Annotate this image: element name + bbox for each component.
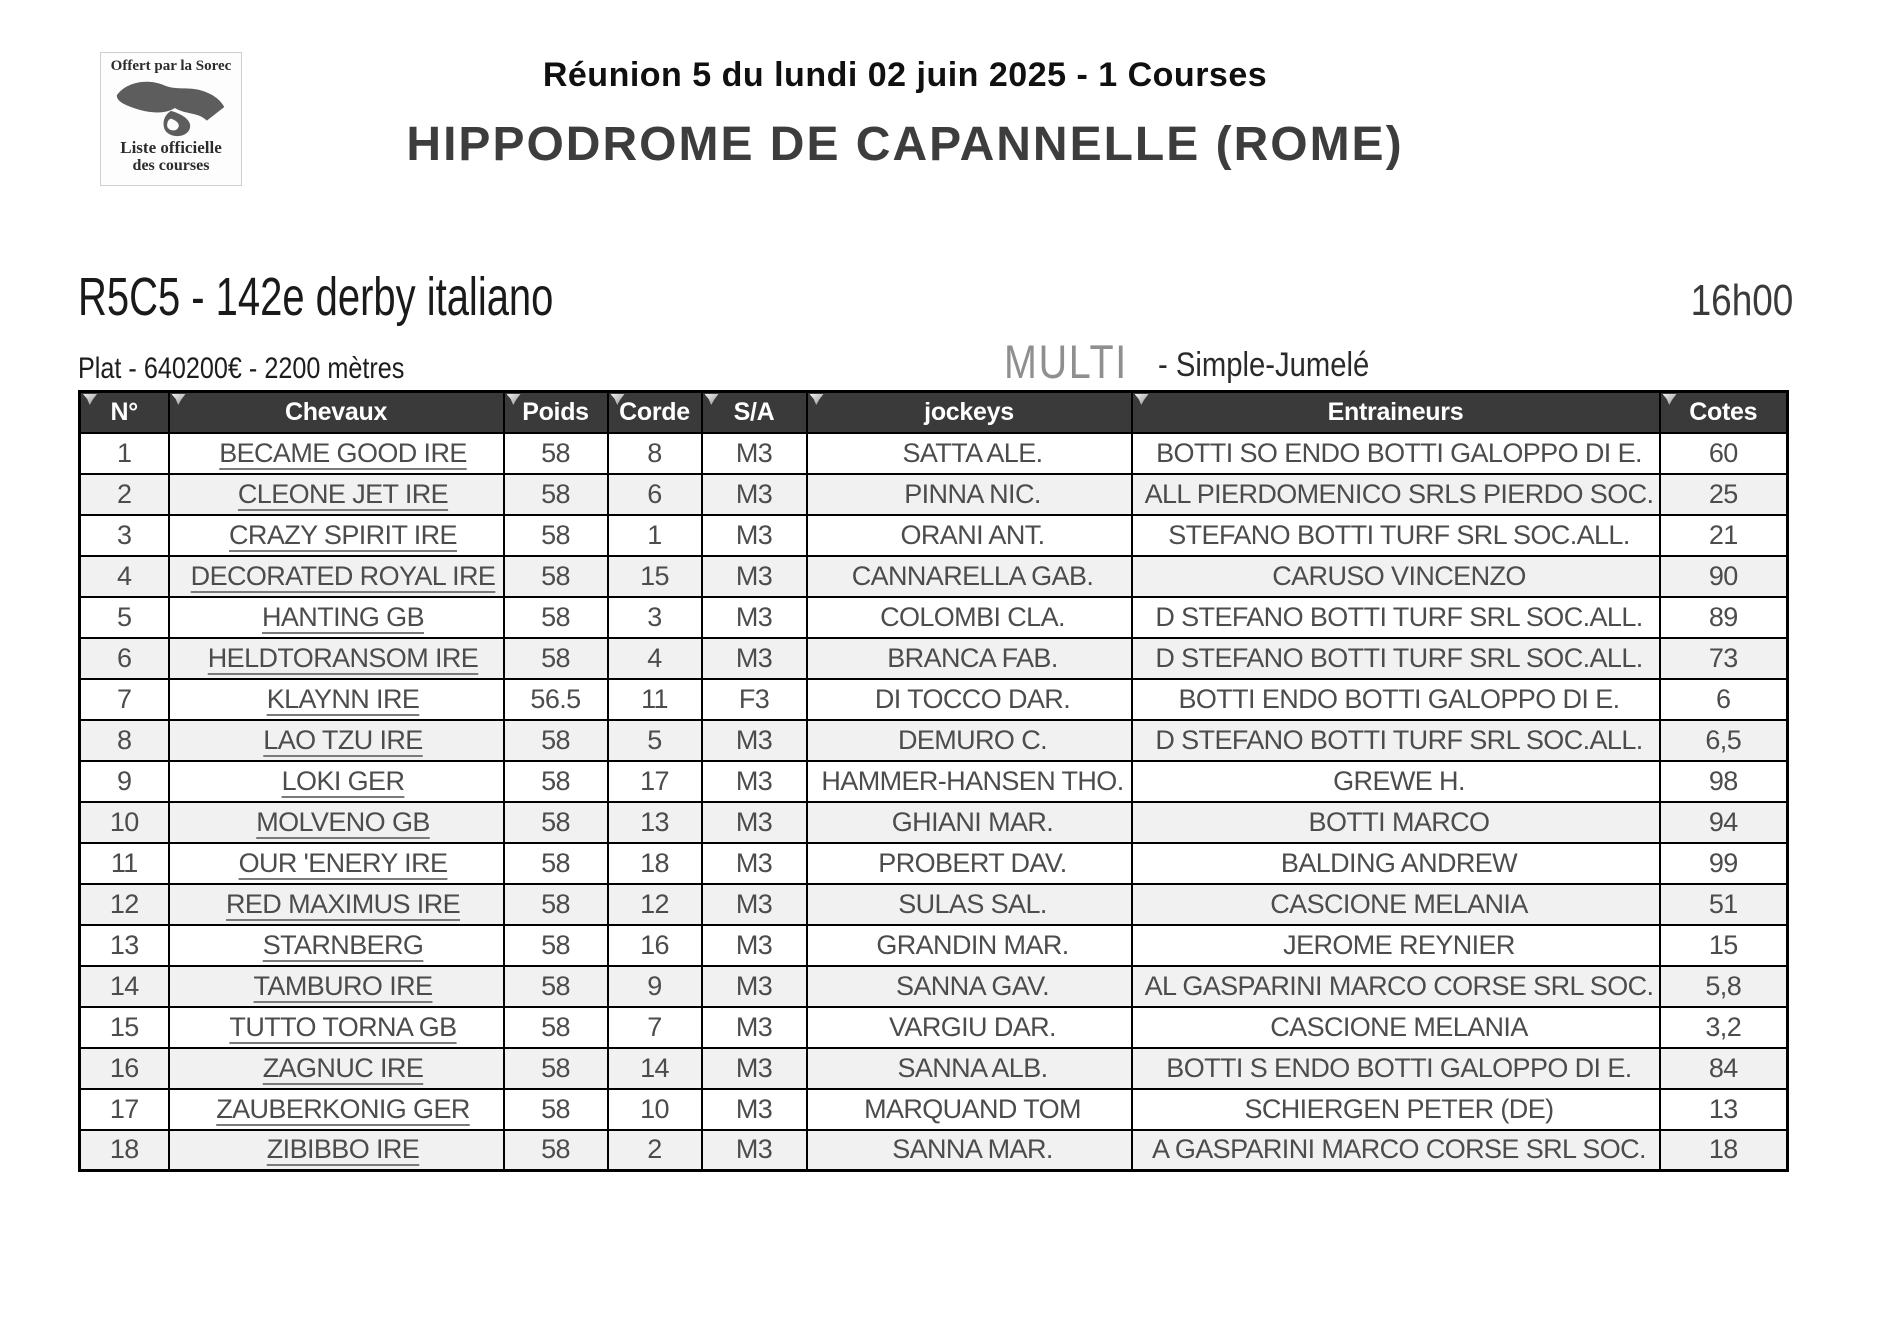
cell-draw: 6: [608, 474, 702, 515]
cell-horse: [169, 802, 504, 843]
sort-pin-icon: [1135, 394, 1149, 405]
cell-jockey: VARGIU DAR.: [807, 1007, 1132, 1048]
runner-row: [80, 556, 1788, 597]
runner-row: [80, 966, 1788, 1007]
cell-weight: 58: [504, 515, 608, 556]
cell-jockey: BRANCA FAB.: [807, 638, 1132, 679]
cell-sa: F3: [702, 679, 807, 720]
cell-jockey: PROBERT DAV.: [807, 843, 1132, 884]
cell-weight: 58: [504, 1089, 608, 1130]
cell-num: 14: [80, 966, 169, 1007]
sort-pin-icon: [1663, 394, 1677, 405]
cell-draw: 8: [608, 433, 702, 474]
cell-sa: M3: [702, 1048, 807, 1089]
cell-draw: 15: [608, 556, 702, 597]
cell-sa: M3: [702, 884, 807, 925]
logo-caption-bottom-2: des courses: [132, 157, 210, 174]
column-header-odds: [1660, 392, 1788, 433]
cell-odds: 5,8: [1660, 966, 1788, 1007]
cell-draw: 1: [608, 515, 702, 556]
cell-jockey: SANNA GAV.: [807, 966, 1132, 1007]
page-header: [0, 56, 1810, 172]
cell-jockey: MARQUAND TOM: [807, 1089, 1132, 1130]
cell-draw: 2: [608, 1130, 702, 1171]
cell-sa: M3: [702, 433, 807, 474]
cell-weight: 58: [504, 925, 608, 966]
cell-num: 17: [80, 1089, 169, 1130]
cell-jockey: PINNA NIC.: [807, 474, 1132, 515]
cell-odds: 51: [1660, 884, 1788, 925]
cell-trainer: D STEFANO BOTTI TURF SRL SOC.ALL.: [1132, 720, 1660, 761]
cell-horse: [169, 515, 504, 556]
cell-horse: [169, 843, 504, 884]
cell-draw: 4: [608, 638, 702, 679]
horse-name: STARNBERG: [262, 929, 424, 960]
cell-weight: 58: [504, 1048, 608, 1089]
cell-num: 4: [80, 556, 169, 597]
runner-row: [80, 884, 1788, 925]
cell-num: 11: [80, 843, 169, 884]
cell-sa: M3: [702, 802, 807, 843]
header-row: [80, 392, 1788, 433]
runner-row: [80, 925, 1788, 966]
column-header-label: Entraineurs: [1327, 397, 1464, 426]
cell-weight: 58: [504, 474, 608, 515]
cell-draw: 18: [608, 843, 702, 884]
runner-row: [80, 433, 1788, 474]
cell-jockey: ORANI ANT.: [807, 515, 1132, 556]
cell-trainer: JEROME REYNIER: [1132, 925, 1660, 966]
horse-name: BECAME GOOD IRE: [219, 437, 467, 468]
cell-horse: [169, 720, 504, 761]
cell-sa: M3: [702, 597, 807, 638]
cell-trainer: GREWE H.: [1132, 761, 1660, 802]
cell-weight: 58: [504, 556, 608, 597]
cell-trainer: CARUSO VINCENZO: [1132, 556, 1660, 597]
cell-jockey: COLOMBI CLA.: [807, 597, 1132, 638]
logo-caption-top: Offert par la Sorec: [110, 58, 232, 74]
cell-num: 9: [80, 761, 169, 802]
column-header-label: Chevaux: [284, 397, 388, 426]
column-header-label: N°: [110, 397, 138, 426]
cell-odds: 98: [1660, 761, 1788, 802]
runner-row: [80, 474, 1788, 515]
cell-draw: 14: [608, 1048, 702, 1089]
cell-odds: 25: [1660, 474, 1788, 515]
runners-table-head: [80, 392, 1788, 433]
cell-sa: M3: [702, 843, 807, 884]
cell-trainer: D STEFANO BOTTI TURF SRL SOC.ALL.: [1132, 638, 1660, 679]
cell-weight: 58: [504, 884, 608, 925]
horse-name: CRAZY SPIRIT IRE: [229, 519, 457, 550]
cell-trainer: D STEFANO BOTTI TURF SRL SOC.ALL.: [1132, 597, 1660, 638]
cell-odds: 18: [1660, 1130, 1788, 1171]
cell-trainer: BOTTI MARCO: [1132, 802, 1660, 843]
cell-sa: M3: [702, 1089, 807, 1130]
cell-horse: [169, 925, 504, 966]
race-time: 16h00: [1690, 276, 1793, 325]
cell-jockey: DI TOCCO DAR.: [807, 679, 1132, 720]
runner-row: [80, 802, 1788, 843]
cell-odds: 13: [1660, 1089, 1788, 1130]
horse-name: OUR 'ENERY IRE: [238, 847, 448, 878]
cell-trainer: BOTTI S ENDO BOTTI GALOPPO DI E.: [1132, 1048, 1660, 1089]
runner-row: [80, 1007, 1788, 1048]
cell-weight: 58: [504, 720, 608, 761]
cell-horse: [169, 761, 504, 802]
runner-row: [80, 761, 1788, 802]
cell-odds: 99: [1660, 843, 1788, 884]
cell-weight: 58: [504, 1007, 608, 1048]
cell-weight: 58: [504, 597, 608, 638]
bet-type-label: MULTI: [1004, 335, 1128, 388]
cell-odds: 84: [1660, 1048, 1788, 1089]
cell-odds: 89: [1660, 597, 1788, 638]
cell-trainer: A GASPARINI MARCO CORSE SRL SOC.: [1132, 1130, 1660, 1171]
cell-trainer: ALL PIERDOMENICO SRLS PIERDO SOC.: [1132, 474, 1660, 515]
cell-sa: M3: [702, 966, 807, 1007]
cell-horse: [169, 1007, 504, 1048]
cell-weight: 58: [504, 966, 608, 1007]
cell-num: 15: [80, 1007, 169, 1048]
horse-name: HANTING GB: [261, 601, 424, 632]
cell-jockey: GRANDIN MAR.: [807, 925, 1132, 966]
sort-pin-icon: [507, 394, 521, 405]
cell-draw: 11: [608, 679, 702, 720]
cell-trainer: BOTTI SO ENDO BOTTI GALOPPO DI E.: [1132, 433, 1660, 474]
runner-row: [80, 1130, 1788, 1171]
race-conditions: Plat - 640200€ - 2200 mètres: [78, 352, 405, 385]
cell-trainer: CASCIONE MELANIA: [1132, 1007, 1660, 1048]
column-header-weight: [504, 392, 608, 433]
cell-draw: 13: [608, 802, 702, 843]
cell-sa: M3: [702, 556, 807, 597]
cell-horse: [169, 679, 504, 720]
runner-row: [80, 1089, 1788, 1130]
hippodrome-title: HIPPODROME DE CAPANNELLE (ROME): [406, 118, 1404, 171]
horse-name: TAMBURO IRE: [253, 970, 433, 1001]
cell-jockey: SANNA MAR.: [807, 1130, 1132, 1171]
cell-trainer: BOTTI ENDO BOTTI GALOPPO DI E.: [1132, 679, 1660, 720]
cell-jockey: GHIANI MAR.: [807, 802, 1132, 843]
cell-num: 7: [80, 679, 169, 720]
runner-row: [80, 720, 1788, 761]
cell-num: 5: [80, 597, 169, 638]
runners-table: [78, 390, 1789, 1172]
cell-horse: [169, 433, 504, 474]
cell-jockey: SULAS SAL.: [807, 884, 1132, 925]
horse-name: LAO TZU IRE: [263, 724, 423, 755]
column-header-draw: [608, 392, 702, 433]
cell-horse: [169, 638, 504, 679]
runner-row: [80, 597, 1788, 638]
cell-num: 1: [80, 433, 169, 474]
cell-trainer: BALDING ANDREW: [1132, 843, 1660, 884]
horse-name: TUTTO TORNA GB: [229, 1011, 457, 1042]
cell-odds: 3,2: [1660, 1007, 1788, 1048]
column-header-sa: [702, 392, 807, 433]
horse-name: DECORATED ROYAL IRE: [190, 560, 496, 591]
horse-name: CLEONE JET IRE: [237, 478, 449, 509]
cell-draw: 3: [608, 597, 702, 638]
horse-name: RED MAXIMUS IRE: [225, 888, 461, 919]
cell-weight: 58: [504, 843, 608, 884]
cell-jockey: SANNA ALB.: [807, 1048, 1132, 1089]
cell-sa: M3: [702, 474, 807, 515]
cell-weight: 58: [504, 1130, 608, 1171]
cell-horse: [169, 597, 504, 638]
sort-pin-icon: [810, 394, 824, 405]
cell-num: 10: [80, 802, 169, 843]
horse-name: LOKI GER: [281, 765, 405, 796]
cell-weight: 58: [504, 802, 608, 843]
race-title: R5C5 - 142e derby italiano: [78, 267, 554, 327]
cell-odds: 94: [1660, 802, 1788, 843]
cell-num: 3: [80, 515, 169, 556]
logo-caption-bottom-1: Liste officielle: [120, 138, 222, 157]
cell-draw: 12: [608, 884, 702, 925]
column-header-label: jockeys: [924, 397, 1014, 426]
horse-name: MOLVENO GB: [256, 806, 430, 837]
meeting-title: Réunion 5 du lundi 02 juin 2025 - 1 Courses: [542, 56, 1268, 94]
cell-trainer: SCHIERGEN PETER (DE): [1132, 1089, 1660, 1130]
cell-sa: M3: [702, 761, 807, 802]
cell-weight: 58: [504, 638, 608, 679]
cell-horse: [169, 1130, 504, 1171]
column-header-num: [80, 392, 169, 433]
cell-jockey: DEMURO C.: [807, 720, 1132, 761]
column-header-label: S/A: [733, 397, 775, 426]
cell-draw: 5: [608, 720, 702, 761]
column-header-jockey: [807, 392, 1132, 433]
cell-weight: 58: [504, 433, 608, 474]
horse-name: ZAGNUC IRE: [262, 1052, 424, 1083]
cell-trainer: CASCIONE MELANIA: [1132, 884, 1660, 925]
cell-sa: M3: [702, 1007, 807, 1048]
cell-odds: 90: [1660, 556, 1788, 597]
cell-draw: 7: [608, 1007, 702, 1048]
sort-pin-icon: [83, 394, 97, 405]
runner-row: [80, 638, 1788, 679]
runners-table-body: [80, 433, 1788, 1171]
cell-num: 8: [80, 720, 169, 761]
column-header-trainer: [1132, 392, 1660, 433]
cell-horse: [169, 884, 504, 925]
cell-odds: 6: [1660, 679, 1788, 720]
cell-num: 12: [80, 884, 169, 925]
cell-odds: 73: [1660, 638, 1788, 679]
column-header-label: Poids: [522, 397, 589, 426]
column-header-label: Corde: [619, 397, 690, 426]
cell-horse: [169, 556, 504, 597]
cell-jockey: HAMMER-HANSEN THO.: [807, 761, 1132, 802]
runner-row: [80, 1048, 1788, 1089]
horse-name: ZAUBERKONIG GER: [216, 1093, 470, 1124]
cell-sa: M3: [702, 515, 807, 556]
runner-row: [80, 515, 1788, 556]
cell-horse: [169, 966, 504, 1007]
cell-sa: M3: [702, 1130, 807, 1171]
cell-horse: [169, 1048, 504, 1089]
cell-draw: 17: [608, 761, 702, 802]
cell-odds: 15: [1660, 925, 1788, 966]
cell-sa: M3: [702, 638, 807, 679]
runner-row: [80, 679, 1788, 720]
cell-weight: 56.5: [504, 679, 608, 720]
cell-num: 18: [80, 1130, 169, 1171]
cell-odds: 6,5: [1660, 720, 1788, 761]
horse-name: HELDTORANSOM IRE: [207, 642, 479, 673]
cell-sa: M3: [702, 720, 807, 761]
cell-jockey: CANNARELLA GAB.: [807, 556, 1132, 597]
runner-row: [80, 843, 1788, 884]
sort-pin-icon: [172, 394, 186, 405]
cell-num: 2: [80, 474, 169, 515]
cell-weight: 58: [504, 761, 608, 802]
cell-num: 16: [80, 1048, 169, 1089]
cell-draw: 10: [608, 1089, 702, 1130]
cell-trainer: AL GASPARINI MARCO CORSE SRL SOC.: [1132, 966, 1660, 1007]
cell-horse: [169, 474, 504, 515]
cell-sa: M3: [702, 925, 807, 966]
cell-draw: 9: [608, 966, 702, 1007]
cell-odds: 60: [1660, 433, 1788, 474]
cell-trainer: STEFANO BOTTI TURF SRL SOC.ALL.: [1132, 515, 1660, 556]
cell-num: 13: [80, 925, 169, 966]
column-header-label: Cotes: [1689, 397, 1758, 426]
cell-horse: [169, 1089, 504, 1130]
cell-jockey: SATTA ALE.: [807, 433, 1132, 474]
cell-odds: 21: [1660, 515, 1788, 556]
cell-draw: 16: [608, 925, 702, 966]
sort-pin-icon: [705, 394, 719, 405]
bet-detail-label: - Simple-Jumelé: [1158, 346, 1370, 384]
cell-num: 6: [80, 638, 169, 679]
column-header-horse: [169, 392, 504, 433]
horse-name: KLAYNN IRE: [266, 683, 420, 714]
horse-name: ZIBIBBO IRE: [266, 1134, 420, 1165]
